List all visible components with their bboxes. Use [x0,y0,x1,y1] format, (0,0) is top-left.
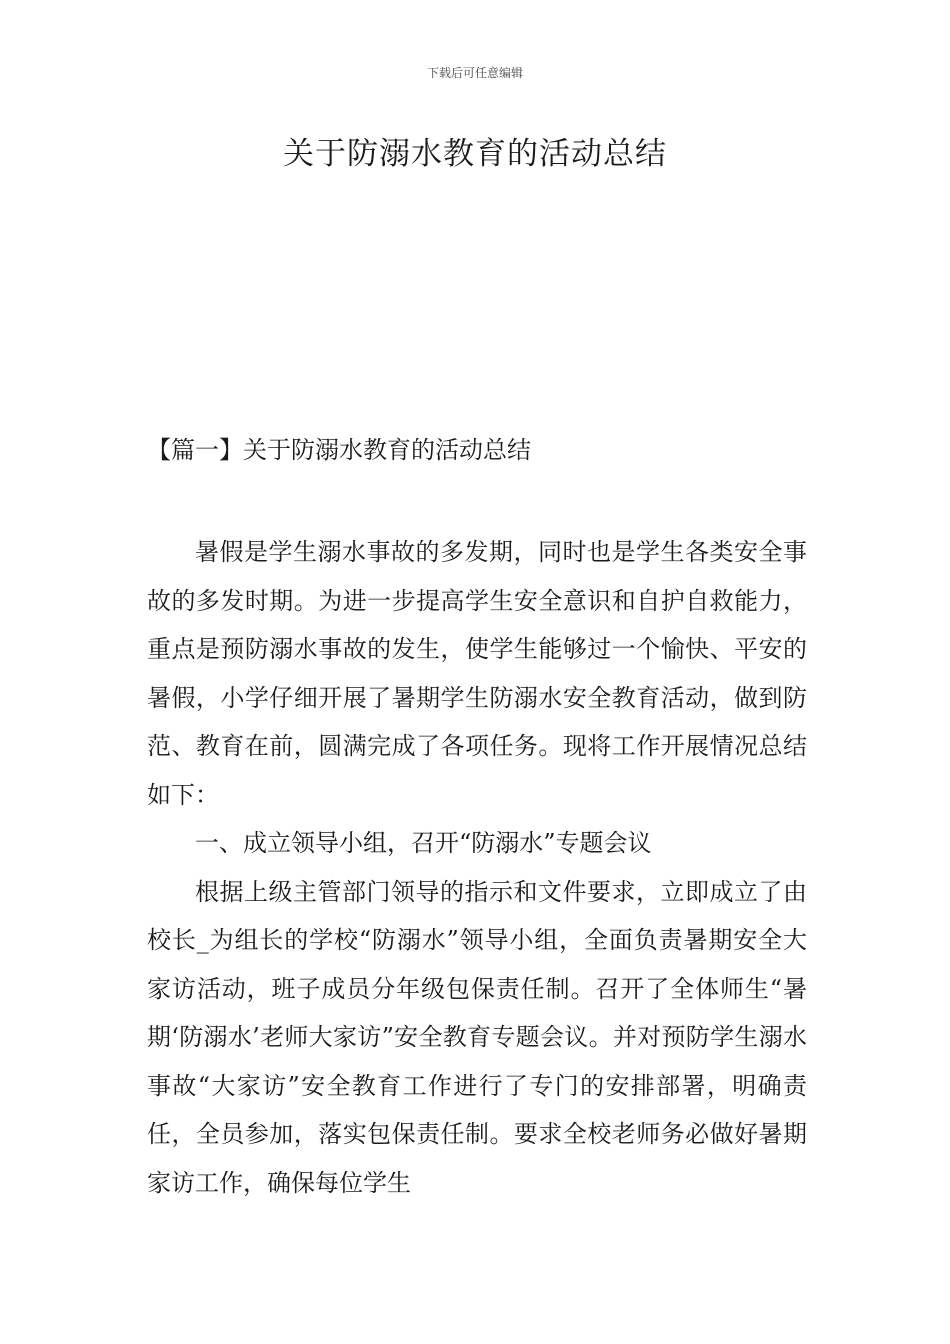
body-paragraph-1: 根据上级主管部门领导的指示和文件要求，立即成立了由校长_为组长的学校“防溺水”领导小组，全面负责暑期安全大家访活动，班子成员分年级包保责任制。召开了全体师生“暑期‘防溺水’老师大家访”安全教育专题会议。并对预防学生溺水事故“大家访”安全教育工作进行了专门的安排部署，明确责任，全员参加，落实包保责任制。要求全校老师务必做好暑期家访工作，确保每位学生 [147,877,807,1197]
document-body [147,528,807,1207]
header-note: 下载后可任意编辑 [426,66,523,80]
body-subheading-1: 一、成立领导小组，召开“防溺水”专题会议 [195,829,652,857]
body-paragraph-intro: 暑假是学生溺水事故的多发期，同时也是学生各类安全事故的多发时期。为进一步提高学生安全意识和自护自救能力，重点是预防溺水事故的发生，使学生能够过一个愉快、平安的暑假，小学仔细开展了暑期学生防溺水安全教育活动，做到防范、教育在前，圆满完成了各项任务。现将工作开展情况总结如下： [147,538,807,809]
section-heading: 【篇一】关于防溺水教育的活动总结 [147,436,531,464]
document-title: 关于防溺水教育的活动总结 [283,136,667,172]
